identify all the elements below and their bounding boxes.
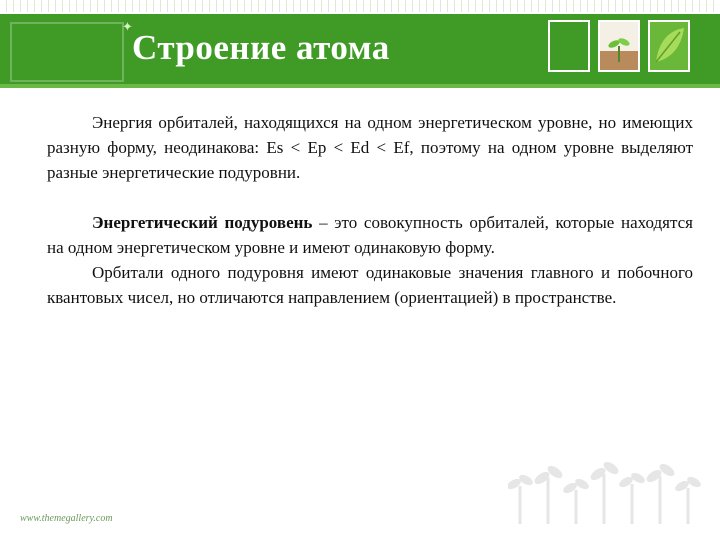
term-sublevel: Энергетический подуровень xyxy=(92,213,313,232)
thumbnail-plain-green xyxy=(548,20,590,72)
definition-text: – это совокупность орбиталей, которые находятся на одном энергетическом уровне и имеют одинаковую форму. xyxy=(47,213,693,257)
paragraph-orbital-energy: Энергия орбиталей, находящихся на одном энергетическом уровне, но имеющих разную форму, неодинакова: Es < Ep < Ed < Ef, поэтому на одном уровне выделяют разные энергетические подуровни. xyxy=(47,113,693,182)
seedling-thumbnail-icon xyxy=(598,20,640,72)
sparkle-icon: ✦ xyxy=(122,20,133,35)
seedlings-decoration-icon xyxy=(508,456,708,531)
main-text xyxy=(47,110,693,310)
footer-url: www.themegallery.com xyxy=(20,513,113,524)
paragraph-sublevel-definition xyxy=(47,210,693,260)
top-decorative-strip xyxy=(0,0,720,12)
page-title: Строение атома xyxy=(132,28,390,67)
paragraph-quantum-numbers: Орбитали одного подуровня имеют одинаковые значения главного и побочного квантовых чисел, но отличаются направлением (ориентацией) в пространстве. xyxy=(47,263,693,307)
leaf-thumbnail-icon xyxy=(648,20,690,72)
header-frame xyxy=(10,22,124,82)
